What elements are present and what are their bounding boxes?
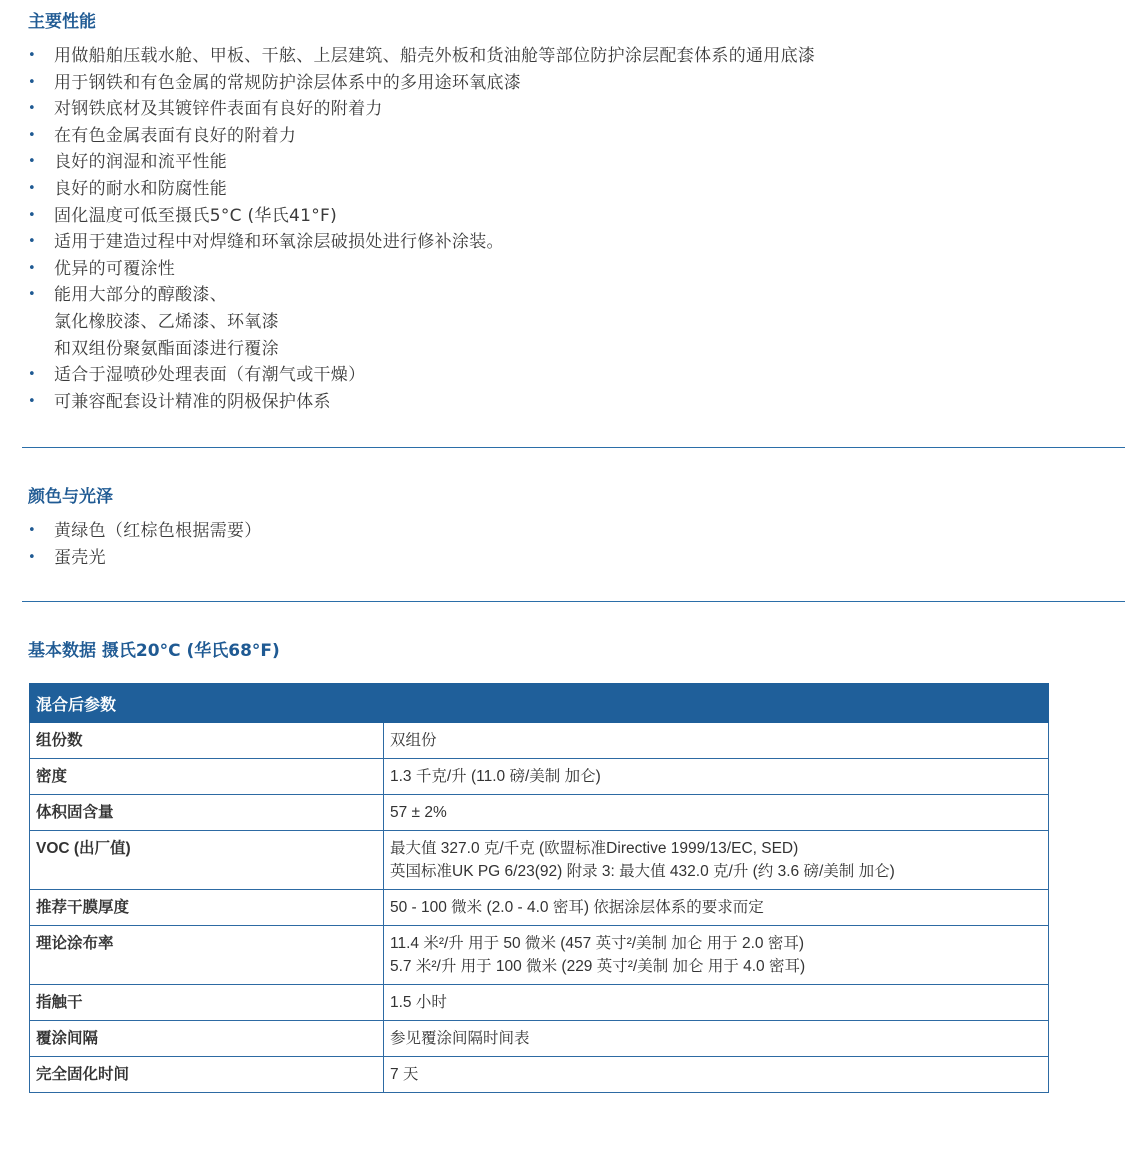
list-item: • 良好的润湿和流平性能: [28, 149, 815, 176]
list-item: • 可兼容配套设计精准的阴极保护体系: [28, 389, 815, 416]
row-value: 50 - 100 微米 (2.0 - 4.0 密耳) 依据涂层体系的要求而定: [384, 890, 1049, 926]
row-value: 7 天: [384, 1057, 1049, 1093]
list-item: • 用于钢铁和有色金属的常规防护涂层体系中的多用途环氧底漆: [28, 70, 815, 97]
list-item: • 适合于湿喷砂处理表面（有潮气或干燥）: [28, 362, 815, 389]
list-item: • 在有色金属表面有良好的附着力: [28, 123, 815, 150]
table-row: [30, 831, 1049, 890]
list-item: • 对钢铁底材及其镀锌件表面有良好的附着力: [28, 96, 815, 123]
color-gloss-list: [28, 518, 262, 571]
table-row: [30, 759, 1049, 795]
table-row: [30, 1021, 1049, 1057]
row-value: 最大值 327.0 克/千克 (欧盟标准Directive 1999/13/EC, SED) 英国标准UK PG 6/23(92) 附录 3: 最大值 432.0 克/升 (约 3.6 磅/美制 加仑): [384, 831, 1049, 890]
row-key: 覆涂间隔: [30, 1021, 384, 1057]
list-item: • 良好的耐水和防腐性能: [28, 176, 815, 203]
table-row: [30, 723, 1049, 759]
basic-data-title: 基本数据 摄氏20°C (华氏68°F): [28, 641, 280, 661]
row-key: 指触干: [30, 985, 384, 1021]
table-row: [30, 926, 1049, 985]
list-item: • 优异的可覆涂性: [28, 256, 815, 283]
table-row: [30, 890, 1049, 926]
row-key: 密度: [30, 759, 384, 795]
section-divider: [22, 601, 1125, 602]
section-divider: [22, 447, 1125, 448]
list-item: • 适用于建造过程中对焊缝和环氧涂层破损处进行修补涂装。: [28, 229, 815, 256]
row-value: 双组份: [384, 723, 1049, 759]
row-key: 理论涂布率: [30, 926, 384, 985]
row-value: 1.3 千克/升 (11.0 磅/美制 加仑): [384, 759, 1049, 795]
list-item: • 固化温度可低至摄氏5°C (华氏41°F): [28, 203, 815, 230]
row-value: 11.4 米²/升 用于 50 微米 (457 英寸²/美制 加仑 用于 2.0 密耳) 5.7 米²/升 用于 100 微米 (229 英寸²/美制 加仑 用于 4.0 密耳): [384, 926, 1049, 985]
row-key: VOC (出厂值): [30, 831, 384, 890]
row-key: 完全固化时间: [30, 1057, 384, 1093]
row-value: 57 ± 2%: [384, 795, 1049, 831]
row-value: 参见覆涂间隔时间表: [384, 1021, 1049, 1057]
list-item: • 蛋壳光: [28, 545, 262, 572]
table-row: [30, 985, 1049, 1021]
row-key: 组份数: [30, 723, 384, 759]
table-header: 混合后参数: [30, 684, 1049, 723]
mixed-parameters-table: [29, 683, 1049, 1093]
row-value: 1.5 小时: [384, 985, 1049, 1021]
list-item: • 能用大部分的醇酸漆、 氯化橡胶漆、乙烯漆、环氧漆 和双组份聚氨酯面漆进行覆涂: [28, 282, 815, 362]
table-row: [30, 795, 1049, 831]
performance-list: [28, 43, 815, 415]
color-gloss-title: 颜色与光泽: [28, 487, 113, 507]
row-key: 推荐干膜厚度: [30, 890, 384, 926]
performance-title: 主要性能: [28, 12, 96, 32]
table-header-row: [30, 684, 1049, 723]
table-row: [30, 1057, 1049, 1093]
list-item: • 黄绿色（红棕色根据需要）: [28, 518, 262, 545]
list-item: • 用做船舶压载水舱、甲板、干舷、上层建筑、船壳外板和货油舱等部位防护涂层配套体系的通用底漆: [28, 43, 815, 70]
row-key: 体积固含量: [30, 795, 384, 831]
